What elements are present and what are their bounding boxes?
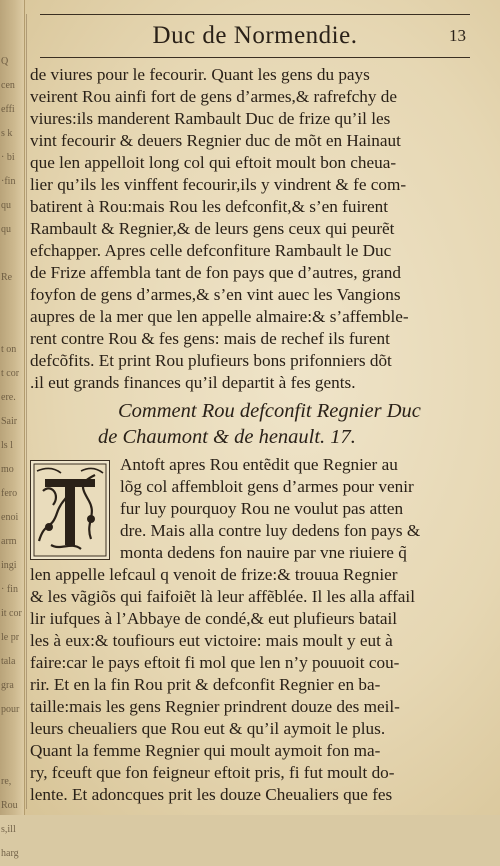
text-line: batirent à Rou:mais Rou les defconfit,& s’en fuirent — [30, 197, 388, 216]
page-body — [30, 64, 470, 806]
gutter-fragment: Re — [1, 272, 13, 283]
text-line: efchapper. Apres celle defconfiture Rambault le Duc — [30, 241, 392, 260]
gutter-fragment — [1, 314, 23, 338]
decorated-initial-T — [30, 460, 110, 560]
gutter-fragment: t on — [1, 344, 17, 355]
gutter-fragment: · bi — [1, 152, 15, 163]
gutter-fragment: effi — [1, 104, 15, 115]
text-line: monta dedens fon nauire par vne riuiere q̃ — [120, 543, 407, 562]
text-line: veirent Rou ainfi fort de gens d’armes,& rafrefchy de — [30, 87, 397, 106]
text-line: taille:mais les gens Regnier prindrent douze des meil- — [30, 697, 400, 716]
gutter-fragment: mo — [1, 464, 14, 475]
chapter-heading — [30, 398, 470, 450]
text-line: de Frize affembla tant de fon pays que d’autres, grand — [30, 263, 401, 282]
paragraph-1 — [30, 64, 470, 394]
facing-page-gutter — [0, 0, 25, 859]
chapter-heading-line: de Chaumont & de henault. 17. — [98, 426, 356, 448]
running-title: Duc de Normendie. — [152, 22, 358, 49]
text-line: vint fecourir & deuers Regnier duc de mõt en Hainaut — [30, 131, 401, 150]
text-line: lõg col affembloit gens d’armes pour venir — [120, 477, 414, 496]
page-number: 13 — [449, 26, 466, 45]
gutter-fragment — [1, 242, 23, 266]
text-line: ry, fceuft que fon feigneur eftoit pris, fi fut moult do- — [30, 763, 395, 782]
text-line: lir iufques à l’Abbaye de condé,& eut plufieurs batail — [30, 609, 398, 628]
text-line: aupres de la mer que len appelle almaire:& s’affemble- — [30, 307, 409, 326]
gutter-fragment: ·fin — [1, 176, 16, 187]
gutter-fragment: s,ill — [1, 824, 16, 835]
text-line: len appelle lefcaul q venoit de frize:& trouua Regnier — [30, 565, 398, 584]
text-line: les à eux:& toufiours eut victoire: mais moult y eut à — [30, 631, 393, 650]
text-line: & les vãgiõs qui faifoiẽt là leur affẽblée. Il les alla affail — [30, 587, 415, 606]
top-rule — [40, 14, 470, 15]
text-line: que len appelloit long col qui eftoit moult bon cheua- — [30, 153, 397, 172]
text-line: .il eut grands finances qu’il departit à fes gents. — [30, 373, 356, 392]
gutter-fragment: Sair — [1, 416, 18, 427]
gutter-fragments — [1, 50, 23, 866]
text-line: de viures pour le fecourir. Quant les gens du pays — [30, 65, 370, 84]
gutter-fragment — [1, 722, 23, 746]
gutter-fragment — [1, 290, 23, 314]
gutter-fragment: t cor — [1, 368, 20, 379]
gutter-fragment: qu — [1, 200, 11, 211]
gutter-fragment: tala — [1, 656, 16, 667]
gutter-fragment: it cor — [1, 608, 22, 619]
gutter-fragment: harg — [1, 848, 19, 859]
text-line: leurs cheualiers que Rou eut & qu’il aymoit le plus. — [30, 719, 386, 738]
chapter-heading-line: Comment Rou defconfit Regnier Duc — [118, 400, 421, 422]
gutter-fragment: enoi — [1, 512, 19, 523]
page-header — [40, 18, 470, 56]
text-line: lente. Et adoncques prit les douze Cheualiers que fes — [30, 785, 393, 804]
gutter-fragment: cen — [1, 80, 15, 91]
text-line: rir. Et en la fin Rou prit & defconfit Regnier en ba- — [30, 675, 381, 694]
text-line: faire:car le pays eftoit fi mol que len n’y pouuoit cou- — [30, 653, 400, 672]
text-line: Rambault & Regnier,& de leurs gens ceux qui peurẽt — [30, 219, 395, 238]
gutter-fragment — [1, 746, 23, 770]
text-line: lier qu’ils les vinffent fecourir,ils y vindrent & fe com- — [30, 175, 407, 194]
gutter-fragment: · fin — [1, 584, 18, 595]
text-line: Quant la femme Regnier qui moult aymoit fon ma- — [30, 741, 381, 760]
gutter-fragment: arm — [1, 536, 17, 547]
page-edge-rule — [26, 14, 27, 809]
text-line: fur luy pourquoy Rou ne voulut pas atten — [120, 499, 404, 518]
gutter-fragment: qu — [1, 224, 11, 235]
text-line: foyfon de gens d’armes,& s’en vint auec les Vangions — [30, 285, 401, 304]
paragraph-2-full-lines — [30, 564, 470, 806]
gutter-fragment: le pr — [1, 632, 20, 643]
chapter-opening — [30, 454, 470, 806]
header-rule — [40, 57, 470, 58]
text-line: viures:ils manderent Rambault Duc de frize qu’il les — [30, 109, 391, 128]
text-line: Antoft apres Rou entẽdit que Regnier au — [120, 455, 398, 474]
gutter-fragment: s k — [1, 128, 13, 139]
text-line: defcõfits. Et print Rou plufieurs bons prifonniers dõt — [30, 351, 392, 370]
decorated-initial-image — [31, 461, 109, 559]
gutter-fragment: Q — [1, 56, 9, 67]
text-line: rent contre Rou & fes gens: mais de rechef ils furent — [30, 329, 390, 348]
gutter-fragment: gra — [1, 680, 14, 691]
gutter-fragment: ls l — [1, 440, 13, 451]
gutter-fragment: re, — [1, 776, 12, 787]
gutter-fragment: ingi — [1, 560, 17, 571]
text-line: dre. Mais alla contre luy dedens fon pays & — [120, 521, 421, 540]
gutter-fragment: ere. — [1, 392, 16, 403]
gutter-fragment: Rou — [1, 800, 18, 811]
gutter-fragment: fero — [1, 488, 18, 499]
gutter-fragment: pour — [1, 704, 20, 715]
